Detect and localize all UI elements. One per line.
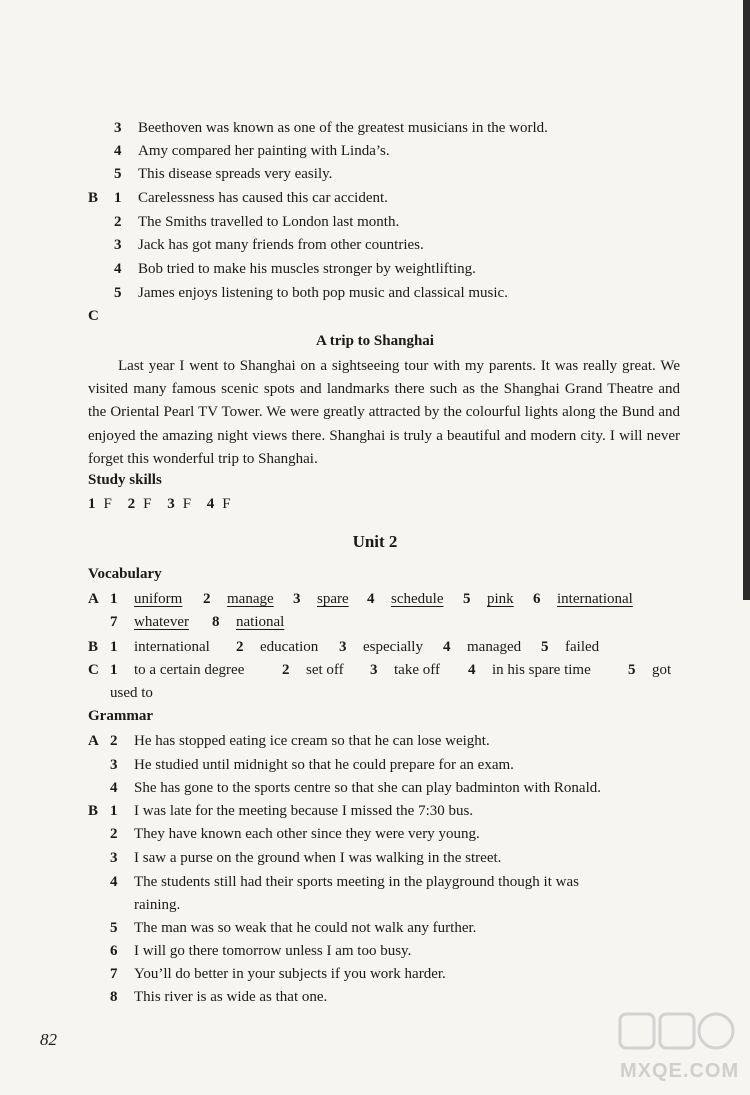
answer-text: This disease spreads very easily. xyxy=(138,166,333,182)
study-answer: 4 F xyxy=(206,496,231,512)
unit-title: Unit 2 xyxy=(352,532,398,551)
vocab-answer: spare xyxy=(317,591,349,607)
study-skills-answers xyxy=(88,494,243,514)
vocab-answer: schedule xyxy=(391,591,444,607)
page-number: 82 xyxy=(40,1030,57,1049)
item-number: 4 xyxy=(114,261,122,277)
answer-text: Bob tried to make his muscles stronger by weightlifting. xyxy=(138,261,476,277)
book-spine-shadow xyxy=(743,0,750,600)
answer-text: Beethoven was known as one of the greatest musicians in the world. xyxy=(138,120,548,136)
essay-paragraph xyxy=(88,355,680,471)
study-answer: 3 F xyxy=(167,496,192,512)
study-skills-heading: Study skills xyxy=(88,472,162,488)
item-number: 5 xyxy=(114,166,122,182)
essay-title: A trip to Shanghai xyxy=(316,333,434,349)
item-number: 1 xyxy=(114,190,122,206)
essay-text: Last year I went to Shanghai on a sightseeing tour with my parents. It was really great. We visited many famous scenic spots and landmarks there such as the Shanghai Grand Theatre and the Oriental Pearl TV Tower. We were greatly attracted by the colourful lights along the Bund and enjoyed the amazing night views there. Shanghai is truly a beautiful and modern city. I will never forget this wonderful trip to Shanghai. xyxy=(88,358,680,467)
answer-text: James enjoys listening to both pop music and classical music. xyxy=(138,285,508,301)
section-label: C xyxy=(88,662,99,678)
vocab-answer: national xyxy=(236,614,285,630)
item-number: 2 xyxy=(114,214,122,230)
study-answer: 1 F xyxy=(88,496,112,512)
watermark-text: MXQE.COM xyxy=(620,1060,740,1082)
answer-text: Jack has got many friends from other countries. xyxy=(138,237,424,253)
section-label: B xyxy=(88,639,99,655)
vocab-answer: international xyxy=(557,591,633,607)
vocab-answer: pink xyxy=(487,591,514,607)
answer-text: The Smiths travelled to London last month. xyxy=(138,214,400,230)
item-number: 5 xyxy=(114,285,122,301)
study-answer: 2 F xyxy=(127,496,152,512)
section-label: A xyxy=(88,591,99,607)
answer-text: Carelessness has caused this car accident. xyxy=(138,190,388,206)
section-label: B xyxy=(88,803,99,819)
item-number: 4 xyxy=(114,143,122,159)
vocab-answer: whatever xyxy=(134,614,189,630)
item-number: 3 xyxy=(114,237,122,253)
section-label: B xyxy=(88,190,99,206)
grammar-heading: Grammar xyxy=(88,708,153,724)
item-number: 3 xyxy=(114,120,122,136)
vocabulary-heading: Vocabulary xyxy=(88,566,162,582)
section-label: C xyxy=(88,308,99,324)
answer-text: Amy compared her painting with Linda’s. xyxy=(138,143,390,159)
section-label: A xyxy=(88,733,99,749)
vocab-answer: manage xyxy=(227,591,274,607)
vocab-answer: uniform xyxy=(134,591,183,607)
watermark-logo-icon xyxy=(618,1010,738,1054)
